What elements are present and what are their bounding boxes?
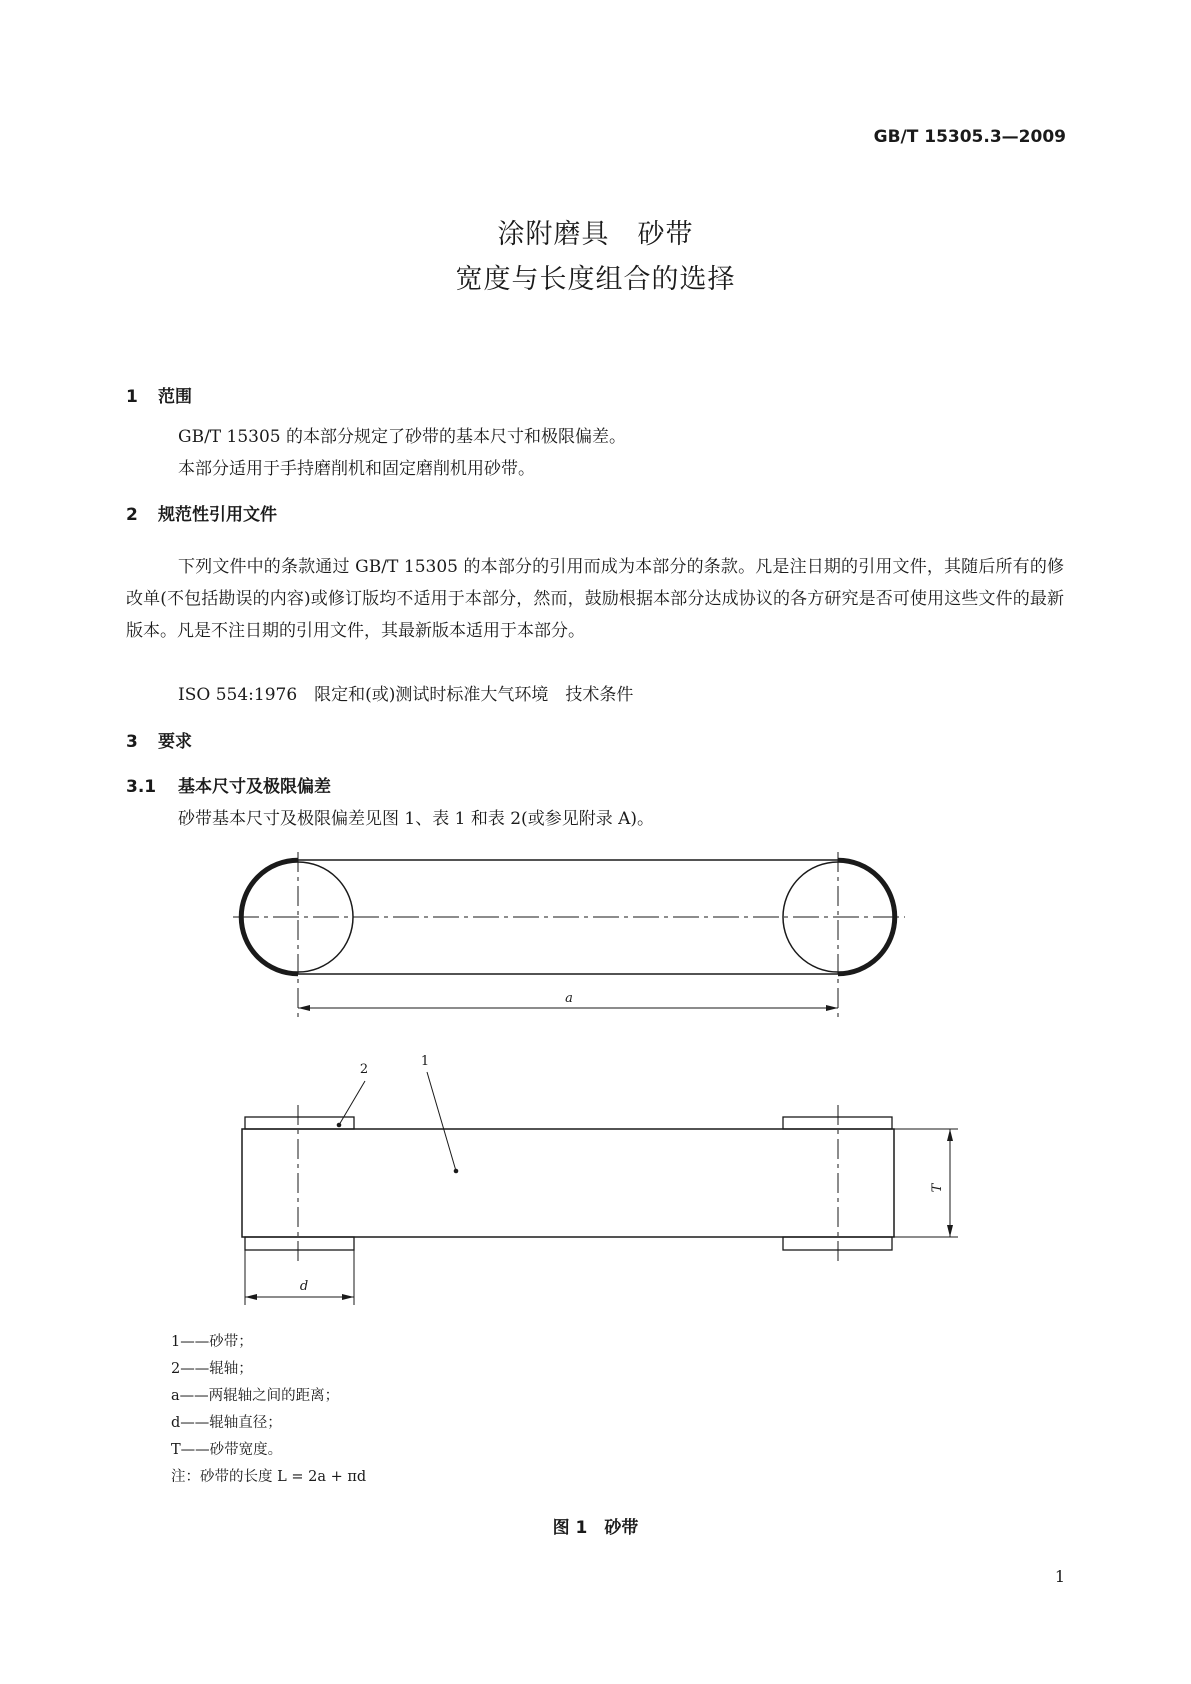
page-number: 1	[1054, 1567, 1065, 1586]
section-title: 规范性引用文件	[158, 505, 277, 525]
section-title: 范围	[158, 387, 192, 407]
arrow-head	[342, 1294, 354, 1300]
section-title: 基本尺寸及极限偏差	[178, 777, 331, 797]
legend-item: T——砂带宽度。	[171, 1442, 283, 1458]
dimension-label-a: a	[565, 991, 573, 1006]
belt-side-view	[242, 1072, 958, 1305]
callout-label-2: 2	[359, 1062, 369, 1077]
legend-item: 2——辊轴；	[171, 1361, 253, 1377]
arrow-head	[245, 1294, 257, 1300]
section-number: 2	[126, 505, 138, 525]
section-number: 3	[126, 732, 138, 752]
callout-1-dot	[454, 1169, 459, 1174]
figure-legend	[171, 1329, 366, 1491]
legend-item: d——辊轴直径；	[171, 1415, 282, 1431]
left-roller-top	[245, 1117, 354, 1129]
arrow-head	[298, 1005, 310, 1011]
figure-caption: 图 1 砂带	[552, 1518, 639, 1538]
legend-item: 1——砂带；	[171, 1334, 253, 1350]
document-title-line-1: 涂附磨具 砂带	[497, 219, 694, 250]
arrow-head	[826, 1005, 838, 1011]
section-1-paragraph-2: 本部分适用于手持磨削机和固定磨削机用砂带。	[178, 459, 535, 479]
belt-body	[242, 1129, 894, 1237]
arrow-head	[947, 1225, 953, 1237]
dimension-label-d: d	[299, 1279, 309, 1294]
arrow-head	[947, 1129, 953, 1141]
subsection-3-1-paragraph: 砂带基本尺寸及极限偏差见图 1、表 1 和表 2(或参见附录 A)。	[178, 809, 655, 829]
section-2-paragraph: 下列文件中的条款通过 GB/T 15305 的本部分的引用而成为本部分的条款。凡是注日期的引用文件，其随后所有的修改单(不包括勘误的内容)或修订版均不适用于本部分，然而，鼓励根据本部分达成协议的各方研究是否可使用这些文件的最新版本。凡是不注日期的引用文件，其最新版本适用于本部分。	[126, 557, 1064, 641]
figure-note: 注：砂带的长度 L = 2a + πd	[171, 1469, 367, 1485]
callout-1-leader	[427, 1072, 456, 1171]
legend-item: a——两辊轴之间的距离；	[171, 1388, 340, 1404]
dimension-label-T: T	[930, 1183, 945, 1193]
callout-label-1: 1	[420, 1054, 430, 1069]
section-1-paragraph-1: GB/T 15305 的本部分规定了砂带的基本尺寸和极限偏差。	[178, 427, 627, 447]
document-title-line-2: 宽度与长度组合的选择	[455, 264, 736, 295]
section-number: 1	[126, 387, 138, 407]
left-roller-bottom	[245, 1237, 354, 1250]
callout-2-leader	[339, 1081, 365, 1125]
section-title: 要求	[158, 732, 192, 752]
callout-2-dot	[337, 1123, 342, 1128]
normative-reference: ISO 554:1976 限定和(或)测试时标准大气环境 技术条件	[178, 685, 634, 705]
standard-number: GB/T 15305.3—2009	[873, 127, 1066, 147]
section-number: 3.1	[126, 777, 157, 797]
